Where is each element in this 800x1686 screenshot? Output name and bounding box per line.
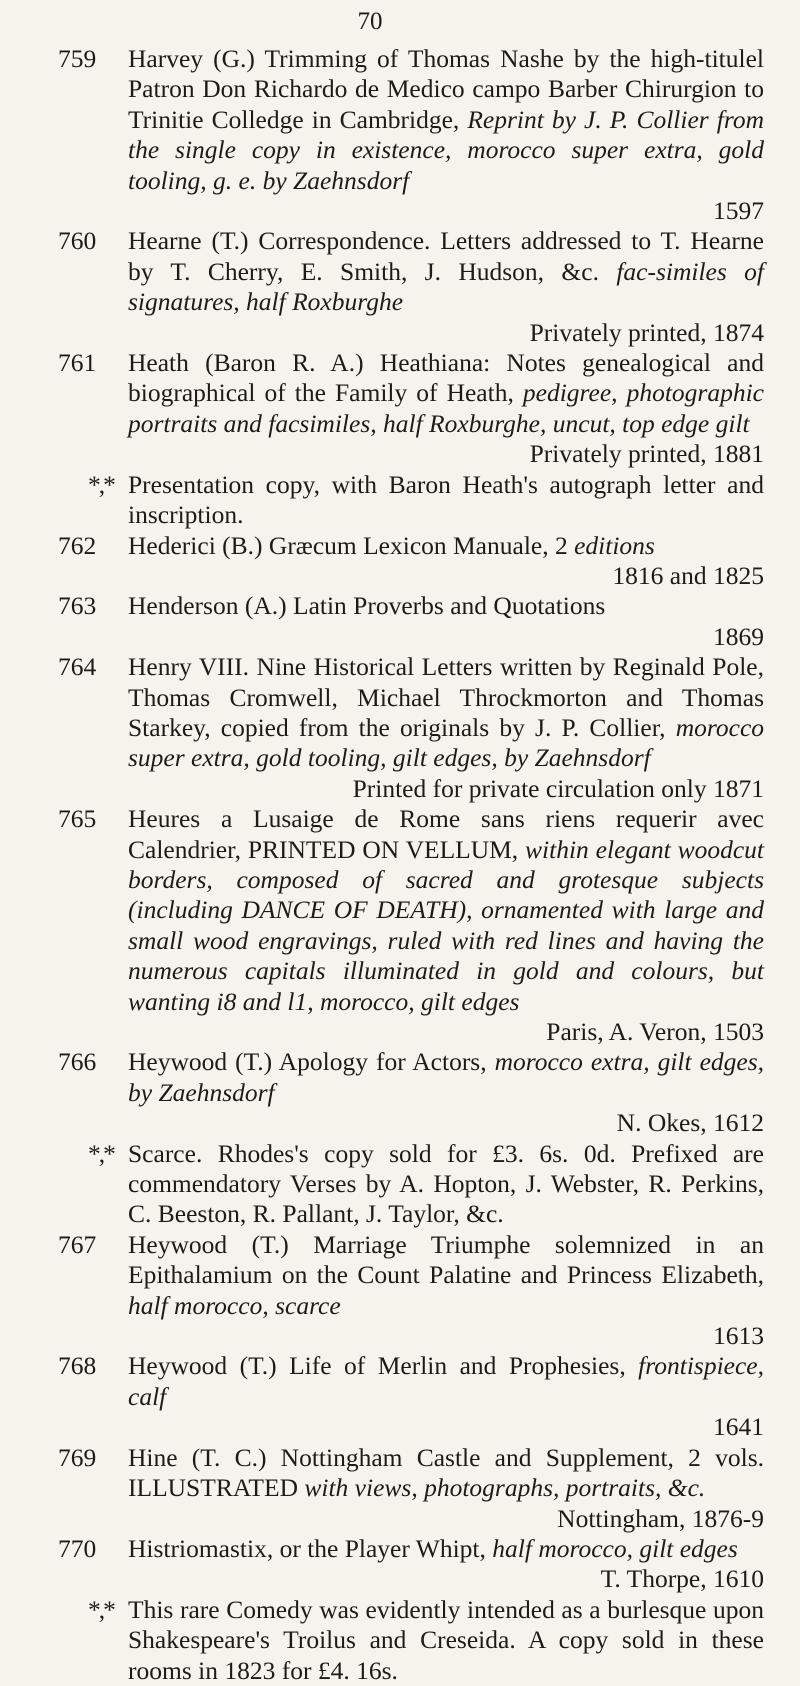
entry-imprint: 1641 <box>713 1412 764 1442</box>
catalogue-entry <box>58 652 764 804</box>
catalogue-entry <box>58 1047 764 1138</box>
entry-description: with views, photographs, portraits, &c. <box>304 1473 706 1503</box>
entry-description: pedigree, photographic portraits and facsimiles, half Roxburghe, uncut, top edge gilt <box>128 378 764 438</box>
lot-number: 766 <box>58 1047 97 1077</box>
entry-text <box>128 1534 764 1564</box>
lot-number: 767 <box>58 1229 97 1259</box>
lot-number: 760 <box>58 226 97 256</box>
entry-imprint: Privately printed, 1874 <box>529 317 764 347</box>
note-asterism: *,* <box>88 1138 114 1168</box>
page-number: 70 <box>357 8 383 35</box>
lot-number: 765 <box>58 804 97 834</box>
catalogue-entry <box>58 348 764 470</box>
note-asterism: *,* <box>88 469 114 499</box>
entry-text <box>128 1139 764 1230</box>
catalogue-entry <box>58 1443 764 1534</box>
entry-description: fac-similes of signatures, half Roxburghe <box>128 256 764 317</box>
entry-text <box>128 1351 764 1412</box>
entry-text <box>128 804 764 1017</box>
entry-imprint: Printed for private circulation only 1871 <box>352 773 764 803</box>
lot-number: 763 <box>58 591 97 621</box>
entry-imprint: Nottingham, 1876-9 <box>557 1503 764 1533</box>
entry-description: frontispiece, calf <box>128 1351 764 1411</box>
catalogue-entry <box>58 531 764 592</box>
entry-description: half morocco, scarce <box>128 1290 341 1320</box>
entry-text <box>128 348 764 439</box>
lot-number: 759 <box>58 44 97 73</box>
entry-text <box>128 1230 764 1321</box>
entry-text <box>128 1595 764 1686</box>
entry-list <box>58 44 764 1686</box>
entry-imprint: T. Thorpe, 1610 <box>600 1564 764 1594</box>
entry-text <box>128 226 764 317</box>
entry-title: Harvey (G.) Trimming of Thomas Nashe by the high-titulel Patron Don Richardo de Medico campo Barber Chirurgion to Trinitie Colledge in Cambridge, <box>128 44 764 134</box>
entry-description: morocco extra, gilt edges, by Zaehnsdorf <box>128 1047 764 1107</box>
lot-number: 761 <box>58 348 97 378</box>
entry-description: half morocco, gilt edges <box>492 1533 738 1563</box>
lot-number: 762 <box>58 530 97 560</box>
entry-imprint: 1613 <box>713 1321 764 1351</box>
entry-text <box>128 591 764 621</box>
catalogue-entry <box>58 44 764 226</box>
entry-title: Heures a Lusaige de Rome sans riens requerir avec Calendrier, PRINTED ON VELLUM, <box>128 804 764 864</box>
entry-title: Presentation copy, with Baron Heath's autograph letter and inscription. <box>128 469 764 530</box>
catalogue-entry <box>58 804 764 1047</box>
entry-title: Henry VIII. Nine Historical Letters written by Reginald Pole, Thomas Cromwell, Michael Throckmorton and Thomas Starkey, copied from the originals by J. P. Collier, <box>128 652 764 742</box>
entry-title: Heywood (T.) Apology for Actors, <box>128 1047 487 1077</box>
entry-note <box>58 470 764 531</box>
entry-text <box>128 1047 764 1108</box>
catalogue-entry <box>58 1351 764 1442</box>
catalogue-entry <box>58 1230 764 1352</box>
entry-title: Hederici (B.) Græcum Lexicon Manuale, 2 <box>128 530 568 560</box>
entry-title: Histriomastix, or the Player Whipt, <box>128 1533 486 1563</box>
entry-text <box>128 1443 764 1504</box>
entry-description: editions <box>574 530 655 560</box>
note-asterism: *,* <box>88 1594 114 1624</box>
entry-title: Hine (T. C.) Nottingham Castle and Supplement, 2 vols. ILLUSTRATED <box>128 1442 764 1503</box>
lot-number: 769 <box>58 1442 97 1472</box>
entry-title: Scarce. Rhodes's copy sold for £3. 6s. 0d. Prefixed are commendatory Verses by A. Hopton, J. Webster, R. Perkins, C. Beeston, R. Pallant, J. Taylor, &c. <box>128 1138 764 1229</box>
entry-imprint: 1816 and 1825 <box>612 560 764 590</box>
catalogue-entry <box>58 591 764 652</box>
entry-imprint: Privately printed, 1881 <box>529 439 764 469</box>
entry-description: morocco super extra, gold tooling, gilt edges, by Zaehnsdorf <box>128 712 765 773</box>
entry-title: Hearne (T.) Correspondence. Letters addressed to T. Hearne by T. Cherry, E. Smith, J. Hudson, &c. <box>128 226 764 286</box>
entry-text <box>128 470 764 531</box>
entry-title: This rare Comedy was evidently intended as a burlesque upon Shakespeare's Troilus and Creseida. A copy sold in these rooms in 1823 for £4. 16s. <box>128 1594 764 1685</box>
entry-imprint: 1597 <box>713 196 764 226</box>
entry-title: Heath (Baron R. A.) Heathiana: Notes genealogical and biographical of the Family of Heath, <box>128 348 764 408</box>
lot-number: 768 <box>58 1351 97 1381</box>
entry-imprint: 1869 <box>713 621 764 651</box>
entry-text <box>128 652 764 774</box>
entry-description: within elegant woodcut borders, composed of sacred and grotesque subjects (including DANCE OF DEATH), ornamented with large and small wood engravings, ruled with red lines and having the numerous capitals illuminated in gold and colours, but wanting i8 and l1, morocco, gilt edges <box>128 834 764 1016</box>
lot-number: 770 <box>58 1533 97 1563</box>
entry-text <box>128 531 764 561</box>
catalogue-entry <box>58 1534 764 1595</box>
entry-title: Henderson (A.) Latin Proverbs and Quotations <box>128 591 606 621</box>
entry-description: Reprint by J. P. Collier from the single copy in existence, morocco super extra, gold tooling, g. e. by Zaehnsdorf <box>128 104 764 195</box>
lot-number: 764 <box>58 652 97 682</box>
catalogue-entry <box>58 226 764 348</box>
entry-title: Heywood (T.) Marriage Triumphe solemnized in an Epithalamium on the Count Palatine and Princess Elizabeth, <box>128 1229 764 1290</box>
entry-imprint: N. Okes, 1612 <box>616 1108 764 1138</box>
entry-title: Heywood (T.) Life of Merlin and Prophesies, <box>128 1351 626 1381</box>
entry-imprint: Paris, A. Veron, 1503 <box>546 1017 764 1046</box>
entry-note <box>58 1595 764 1686</box>
entry-note <box>58 1139 764 1230</box>
entry-text <box>128 44 764 196</box>
